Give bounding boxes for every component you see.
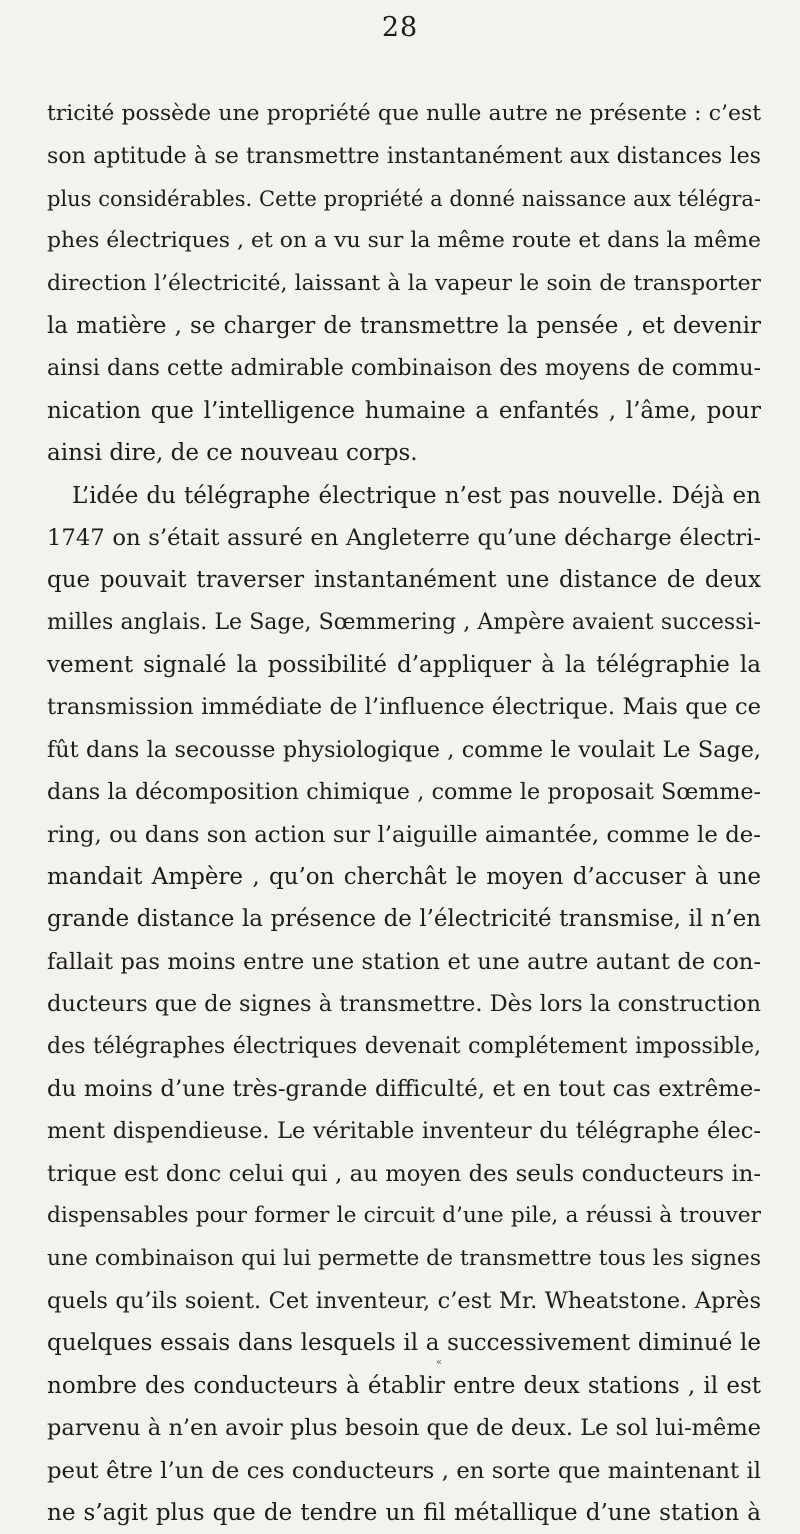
text-line: plus considérables. Cette propriété a donné naissance aux télégra- xyxy=(47,186,761,211)
text-line: la matière , se charger de transmettre la pensée , et devenir xyxy=(47,312,761,339)
text-line: trique est donc celui qui , au moyen des seuls conducteurs in- xyxy=(47,1160,761,1187)
text-line: du moins d’une très-grande difficulté, et en tout cas extrême- xyxy=(47,1075,761,1102)
text-line: milles anglais. Le Sage, Sœmmering , Ampère avaient successi- xyxy=(47,609,761,635)
text-line: parvenu à n’en avoir plus besoin que de deux. Le sol lui-même xyxy=(47,1415,761,1442)
text-line: ainsi dans cette admirable combinaison des moyens de commu- xyxy=(47,355,761,382)
page-number: 28 xyxy=(381,12,419,43)
text-line: dispensables pour former le circuit d’une pile, a réussi à trouver xyxy=(47,1203,761,1229)
text-line: nombre des conducteurs à établir entre deux stations , il est xyxy=(47,1372,761,1399)
body-text xyxy=(47,93,761,1534)
text-line: nication que l’intelligence humaine a enfantés , l’âme, pour xyxy=(47,397,761,424)
text-line: une combinaison qui lui permette de transmettre tous les signes xyxy=(47,1245,761,1271)
text-line: son aptitude à se transmettre instantanément aux distances les xyxy=(47,143,761,170)
text-line: des télégraphes électriques devenait complétement impossible, xyxy=(47,1033,761,1059)
text-line: tricité possède une propriété que nulle autre ne présente : c’est xyxy=(47,101,761,126)
text-line: phes électriques , et on a vu sur la même route et dans la même xyxy=(47,228,761,254)
text-line: transmission immédiate de l’influence électrique. Mais que ce xyxy=(47,694,761,721)
text-line: quels qu’ils soient. Cet inventeur, c’est Mr. Wheatstone. Après xyxy=(47,1287,761,1314)
text-line: grande distance la présence de l’électricité transmise, il n’en xyxy=(47,906,761,933)
printer-mark: « xyxy=(436,1357,443,1368)
text-line-paragraph-start: L’idée du télégraphe électrique n’est pas nouvelle. Déjà en xyxy=(72,482,761,509)
text-line: dans la décomposition chimique , comme le proposait Sœmme- xyxy=(47,779,761,806)
text-line: ne s’agit plus que de tendre un fil métallique d’une station à xyxy=(47,1499,761,1526)
text-line: 1747 on s’était assuré en Angleterre qu’une décharge électri- xyxy=(47,524,761,551)
text-line: fallait pas moins entre une station et une autre autant de con- xyxy=(47,948,761,975)
text-line: ring, ou dans son action sur l’aiguille aimantée, comme le de- xyxy=(47,821,761,848)
text-line: vement signalé la possibilité d’appliquer à la télégraphie la xyxy=(47,652,761,679)
text-line: quelques essais dans lesquels il a successivement diminué le xyxy=(47,1330,761,1357)
text-line: ment dispendieuse. Le véritable inventeur du télégraphe élec- xyxy=(47,1118,761,1145)
text-line: ducteurs que de signes à transmettre. Dès lors la construction xyxy=(47,991,761,1018)
text-line: direction l’électricité, laissant à la vapeur le soin de transporter xyxy=(47,270,761,296)
text-line: que pouvait traverser instantanément une distance de deux xyxy=(47,567,761,594)
text-line: fût dans la secousse physiologique , comme le voulait Le Sage, xyxy=(47,736,761,763)
text-line: peut être l’un de ces conducteurs , en sorte que maintenant il xyxy=(47,1457,761,1484)
text-line-paragraph-end: ainsi dire, de ce nouveau corps. xyxy=(47,440,418,467)
text-line: mandait Ampère , qu’on cherchât le moyen d’accuser à une xyxy=(47,864,761,891)
